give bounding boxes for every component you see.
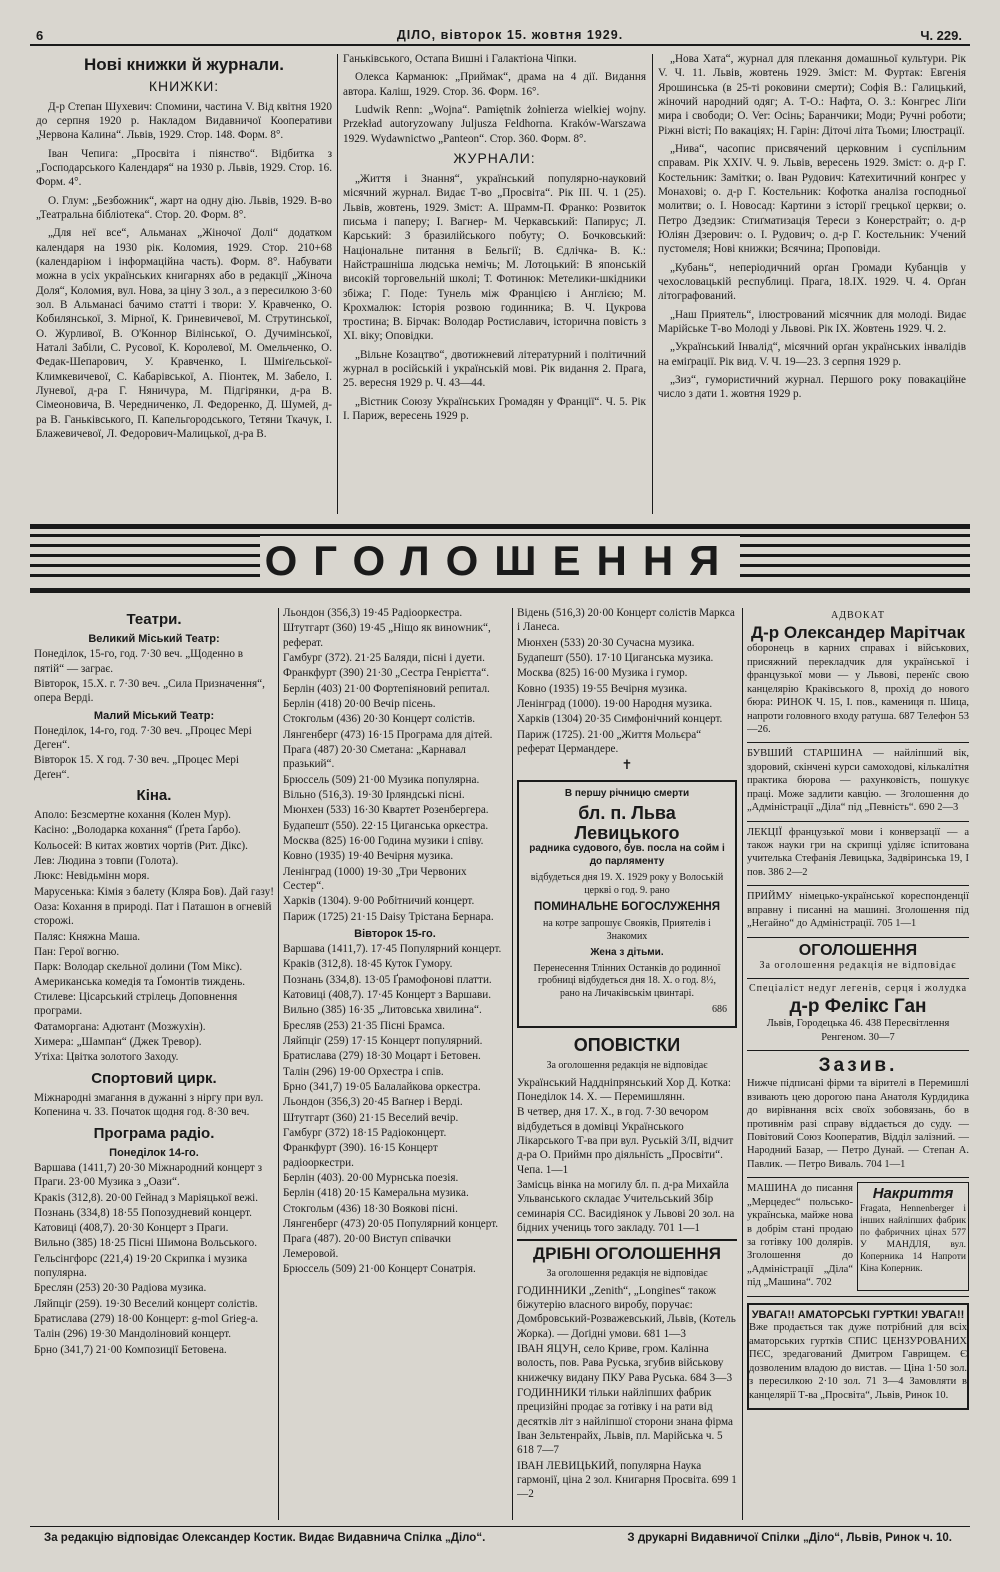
small-theatre-title: Малий Міський Театр: xyxy=(93,709,215,722)
notice-item: Замісць вінка на могилу бл. п. д-ра Михайла Ульванського складає Учительський Збір семинарія СС. Васидіянок у Львові 20 зол. на бідних учениць того закладу. 701 1—1 xyxy=(517,1178,735,1234)
ads-column-4 xyxy=(747,606,969,1522)
obituary-note: Перенесення Тлінних Останків до родинної гробниці відбудеться дня 18. Х. о год. 8½, рано на Личаківськім цвинтарі. xyxy=(533,962,721,1000)
cinema-listing: Утіха: Цвітка золотого Заходу. xyxy=(34,1051,179,1064)
radio-listing: Стокгольм (436) 18·30 Воякові пісні. xyxy=(283,1202,458,1215)
obituary-invite: на котре запрошує Своякiв, Приятелів і Знакомих xyxy=(543,918,711,942)
radio-listing: Талін (296) 19·00 Орхестра і спів. xyxy=(283,1065,444,1078)
obituary-name: бл. п. Льва Левицького xyxy=(574,802,680,843)
radio-listing: Лянгенберг (473) 20·05 Популярний концерт. xyxy=(283,1217,499,1230)
journal-entry: „Вільне Козацтво“, двотижневий літературний і політичний журнал в російській і українській мові. Рік видання 2. Прага, 25. вересня 1929 р. Ч. 43—44. xyxy=(343,348,646,390)
small-ad-item: ГОДИННИКИ тільки найліпших фабрик прецизійні продає за готівку і на рати від десятків літ з найліпшої сторони знана фірма Іван Зельтенрайх, Львів, пл. Марійська ч. 5 618 7—7 xyxy=(517,1387,734,1457)
radio-listing: Познань (334,8) 18·55 Попозудневий концерт. xyxy=(34,1206,252,1219)
journal-entry: „Нива“, часопис присвячений церковним і суспільним справам. Рік XXIV. Ч. 9. Львів, вересень 1929. Зміст: о. д-р Г. Костельник: Замітки; о. Іван Рудович: Катехитичний конґрес у Монахові; о. д-р Г. Костельник: Кофотка аналіза господньої молитви; о. І. Новосад: Картини з історії грецької церкви; о. Петро Дзедзик: Стиґматизація Тереси з Конерстрайт; о. д-р Юліян Дзерович: о. І. Рудович; о. д-р Г. Костельник: Учений пустомеля; Нові книжки; Всячина; Проповіди. xyxy=(658,142,966,256)
radio-listing: Льондон (356,3) 19·45 Радіооркестра. xyxy=(283,607,463,619)
radio-listing: Брюссель (509) 21·00 Музика популярна. xyxy=(283,773,480,786)
ad-heading: ОГОЛОШЕННЯ xyxy=(798,941,918,959)
column-divider xyxy=(512,608,513,1520)
cinema-listing: Химера: „Шампан“ (Джек Тревор). xyxy=(34,1036,202,1049)
radio-listing: Стокгольм (436) 20·30 Концерт солістів. xyxy=(283,713,476,726)
small-ads-title: ДРІБНІ ОГОЛОШЕННЯ xyxy=(517,1239,737,1265)
radio-listing: Штутгарт (360) 19·45 „Ніщо як виноwник“, реферат. xyxy=(283,622,491,649)
radio-listing: Гамбург (372). 21·25 Баляди, пісні і дуети. xyxy=(283,651,485,664)
small-ads-disclaimer: За оголошення редакція не відповідає xyxy=(546,1267,708,1279)
sport-title: Спортовий цирк. xyxy=(91,1069,217,1087)
obituary-text: відбудеться дня 19. Х. 1929 року у Волоській церкві о год. 9. рано xyxy=(530,871,724,896)
radio-listing: Лянгенберг (473) 16·15 Програма для дітей. xyxy=(283,728,493,741)
column-divider xyxy=(278,608,279,1520)
cinema-listing: Аполо: Безсмертне кохання (Колен Мур). xyxy=(34,809,231,822)
radio-listing: Харків (1304). 9·00 Робітничий концерт. xyxy=(283,895,475,908)
cinema-listing: Марусенька: Кімія з балету (Кляра Бов). Дай газу! xyxy=(34,885,274,898)
ad-amateur-groups xyxy=(747,1303,969,1410)
banner-stripe xyxy=(30,524,970,529)
radio-listing: Берлін (403) 21·00 Фортепіяновий репитал. xyxy=(283,682,490,695)
cinema-listing: Касіно: „Володарка кохання“ (Ґрета Ґарбо). xyxy=(34,824,241,837)
radio-listing: Франкфурт (390) 21·30 „Сестра Генрієтта“. xyxy=(283,667,490,680)
radio-listing: Бресляв (253) 21·35 Пісні Брамса. xyxy=(283,1019,445,1032)
ad-text: МАШИНА до писання „Мерцедес“ польсько-українська, майже нова в добрім стані продаю за готівку 100 долярів. Зголошення до „Адміністрації „Діла“ під „Машина“. 702 xyxy=(747,1183,853,1289)
theatre-listing: Вівторок 15. Х год. 7·30 веч. „Процес Мері Деґен“. xyxy=(34,754,239,781)
ad-correspondence xyxy=(747,886,969,937)
radio-listing: Ковно (1935) 19·55 Вечірня музика. xyxy=(517,682,688,695)
notices-title: ОПОВІСТКИ xyxy=(573,1034,681,1055)
radio-listing: Ленінград (1000) 19·30 „Три Червоних Сестер“. xyxy=(283,865,467,892)
radio-listing: Гамбург (372) 18·15 Радіоконцерт. xyxy=(283,1126,447,1139)
ad-text: Львів, Городецька 46. 438 Пересвітлення Ренгеном. 30—7 xyxy=(766,1018,950,1043)
journal-entry: „Український Інвалід“, місячний орґан українських інвалідів на еміґрації. Рік вид. V. Ч. 19—23. З серпня 1929 р. xyxy=(658,341,966,368)
books-subtitle: КНИЖКИ: xyxy=(148,77,220,94)
radio-listing: Москва (825) 16·00 Музика і гумор. xyxy=(517,667,688,680)
ad-text: оборонець в карних справах і військових, присяжний перекладчик для української і французької мови — у Львові, перенїс свою канцелярію Краківського 8, прохід до нового бюра: РИНОК Ч. 15, І. пов., камениця п. Шица, напроти головного входу ратуша. 687 Телефон 53—26. xyxy=(747,643,969,735)
radio-title: Програма радіо. xyxy=(93,1124,215,1142)
radio-listing: Ленінград (1000). 19·00 Народня музика. xyxy=(517,697,713,710)
radio-listing: Брно (341,7) 19·05 Балалайкова оркестра. xyxy=(283,1080,481,1093)
radio-listing: Мюнхен (533) 16·30 Квартет Розенбергера. xyxy=(283,804,489,817)
radio-listing: Бреслян (253) 20·30 Радіова музика. xyxy=(34,1282,207,1295)
radio-listing: Брно (341,7) 21·00 Композиції Бетовена. xyxy=(34,1343,227,1356)
ad-text: Вже продається так дуже потрібний для всіх аматорських гуртків СПИС ЦЕНЗУРОВАНИХ ПЄС, зредагований Дмитром Гаврищем. Є дозволеним владою до вистав. — Ціна 1·50 зол. з пересилкою 2·10 зол. 71 3—4 Замовляти в канцелярії Т-ва „Просвіта“, Львів, Ринок 10. xyxy=(749,1322,967,1401)
ad-heading: УВАГА!! АМАТОРСЬКІ ГУРТКИ! УВАГА!! xyxy=(751,1308,965,1321)
obituary-box xyxy=(517,780,737,1028)
cinema-listing: Люкс: Невідьмінн моря. xyxy=(34,870,150,883)
book-entry: Д-р Степан Шухевич: Спомини, частина V. Від квітня 1920 до серпня 1920 р. Накладом Видавничої Кооперативи „Червона Калина“. Львів, 1929. Стор. 148. Форм. 8°. xyxy=(36,100,332,142)
radio-listing: Штутгарт (360) 21·15 Веселий вечір. xyxy=(283,1111,459,1124)
footer-printer: З друкарні Видавничої Спілки „Діло“, Львів, Ринок ч. 10. xyxy=(627,1532,952,1544)
radio-listing: Ляйпціг (259). 19·30 Веселий концерт солістів. xyxy=(34,1297,258,1310)
radio-listing: Вільно (516,3). 19·30 Ірляндські пісні. xyxy=(283,788,465,801)
radio-listing: Відень (516,3) 20·00 Концерт солістів Маркса і Ланеса. xyxy=(517,607,735,634)
radio-listing: Варшава (1411,7). 17·45 Популярний концерт. xyxy=(283,942,502,955)
ad-lawyer xyxy=(747,606,969,743)
radio-listing: Льондон (356,3) 20·45 Ваґнер і Верді. xyxy=(283,1096,463,1109)
radio-listing: Ляйпціг (259) 17·15 Концерт популярний. xyxy=(283,1034,483,1047)
radio-listing: Будапешт (550). 22·15 Циганська оркестра. xyxy=(283,819,489,832)
big-theatre-title: Великий Міський Театр: xyxy=(88,633,220,646)
radio-listing: Франкфурт (390). 16·15 Концерт радіооркестри. xyxy=(283,1142,438,1169)
cinema-listing: Фатаморгана: Адютант (Мозжухін). xyxy=(34,1020,206,1033)
radio-listing: Москва (825) 16·00 Година музики і співу. xyxy=(283,834,484,847)
ad-heading: Зазив. xyxy=(818,1055,898,1077)
radio-listing: Брюссель (509) 21·00 Концерт Сонатрія. xyxy=(283,1262,476,1275)
theatre-listing: Понеділок, 15-го, год. 7·30 веч. „Щоденно в пятій“ — заграє. xyxy=(34,648,244,675)
radio-listing: Париж (1725) 21·15 Daisy Трістана Бернара. xyxy=(283,910,494,923)
radio-listing: Краків (312,8). 18·45 Куток Гумору. xyxy=(283,958,453,971)
ad-lessons xyxy=(747,822,969,887)
journal-entry: „Вістник Союзу Українських Громадян у Франції“. Ч. 5. Рік І. Париж, вересень 1929 р. xyxy=(343,395,646,423)
ad-summons xyxy=(747,1051,969,1178)
book-entry: Іван Чепига: „Просвіта і піянство“. Відбитка з „Господарського Календаря“ на 1930 р. Львів, 1929. Стор. 16. Форм. 4°. xyxy=(36,147,332,189)
ad-text: БУВШИЙ СТАРШИНА — найліпший вік, здоровий, скінчені курси самоходові, кількалітня практика бюрова — рахунковість, пошукує праці. Може задлити кавцію. — Зголошення до „Адміністрації „Діла“ під „Певність“. 690 2—3 xyxy=(747,748,969,814)
running-header xyxy=(30,22,970,46)
book-continuation: Ганьківського, Остапа Вишні і Галактіона Чіпки. xyxy=(343,53,577,65)
column-divider xyxy=(652,54,653,514)
radio-listing: Братислава (279) 18·30 Моцарт і Бетовен. xyxy=(283,1050,481,1063)
obituary-signed: Жена з дітьми. xyxy=(590,946,664,958)
radio-day-title: Вівторок 15-го. xyxy=(354,927,436,940)
obituary-service: ПОМИНАЛЬНЕ БОГОСЛУЖЕННЯ xyxy=(533,901,721,914)
theatres-title: Театри. xyxy=(126,611,182,628)
cross-icon: ✝ xyxy=(621,757,633,773)
radio-day-title: Понеділок 14-го. xyxy=(109,1146,199,1159)
page-number: 6 xyxy=(36,28,44,43)
radio-listing: Париж (1725). 21·00 „Життя Мольєра“ реферат Цермандере. xyxy=(517,728,702,755)
radio-listing: Познань (334,8). 13·05 Ґрамофонові платти. xyxy=(283,973,492,986)
page-footer xyxy=(30,1526,970,1548)
radio-listing: Варшава (1411,7) 20·30 Міжнародний концерт з Праги. 23·00 Музика з „Оази“. xyxy=(34,1161,262,1189)
notice-item: В четвер, дня 17. Х., в год. 7·30 вечором відбудеться в домівці Українського Лікарського Т-ва при вул. Руській 3/II, відчит д-ра О. Приймн про діяльнїсть „Просвіти“. Чепа. 1—1 xyxy=(517,1106,734,1176)
obituary-number: 686 xyxy=(712,1003,727,1015)
radio-listing: Вильно (385) 16·35 „Литовська хвилина“. xyxy=(283,1004,482,1017)
radio-listing: Катовиці (408,7). 17·45 Концерт з Варшави. xyxy=(283,988,492,1001)
cinema-listing: Кольосей: В китах жовтих чортів (Рит. Дікс). xyxy=(34,839,248,852)
book-entry: О. Глум: „Безбожник“, жарт на одну дію. Львів, 1929. В-во „Театральна бібліотека“. Стор. 20. Форм. 8°. xyxy=(36,194,332,221)
journal-entry: „Нова Хата“, журнал для плекання домашньої культури. Рік V. Ч. 11. Львів, жовтень 1929. Зміст: М. Фуртак: Евгенія Ярошинська (в 25-ті роковини смерти); Софія В.: Галицький, жіночий народний одяг; А. Т-О.: Нафта, О. З.: Конгрес Ліґи мира і свободи; О. Ver: Осінь; Баранчики; Моди; Ручні роботи; Ріжні вісті; По вакаціях; Н. Гарін: Діточі літа Тьоми; Ілюстрації. xyxy=(658,53,966,137)
journals-column-3 xyxy=(658,52,966,517)
small-ad-item: ІВАН ЯЦУН, село Криве, гром. Калінна волость, пов. Рава Руська, згубив військову книжечку видану ПКУ Рава Руська. 684 3—3 xyxy=(517,1343,733,1384)
journal-entry: „Наш Приятель“, ілюстрований місячник для молоді. Видає Марійське Т-во Молоді у Львові. Рік ІХ. Жовтень 1929. Ч. 2. xyxy=(658,308,966,335)
footer-editor: За редакцію відповідає Олександер Костик. Видає Видавнича Спілка „Діло“. xyxy=(44,1532,486,1544)
book-entry: Олекса Карманюк: „Приймак“, драма на 4 дії. Видання автора. Каліш, 1929. Стор. 36. Форм. 16°. xyxy=(343,71,646,98)
ad-typewriter xyxy=(747,1178,969,1297)
book-entry: „Для неї все“, Альманах „Жіночої Долі“ додатком календаря на 1930 рік. Коломия, 1929. Стор. 210+68 (календаріюм і інформаційна часть). Форм. 8°. Набувати можна в усіх українських книгарнях або в редакції „Жіноча Доля“, Коломия, вул. Нова, за ціну 3 зол., а з пересилкою 3·60 зол. В Альманасі бачимо статті і твори: У. Кравченко, О. Кобилянської, З. Мірної, К. Гриневичевої, М. Струтинської, О. Журливої, В. О'Коннор Вілінської, О. Дучимінської, Наталі Забіли, С. Русової, К. Королевої, М. Омельченко, О. Федак-Шепарович, У. Кравченко, І. Шміґельської-Климкевичевої, С. Кабарівської, А. Піонтек, М. Забело, І. Луневої, д-ра Г. Няничура, М. Підгірянки, д-ра В. Сімеоновича, В. Чередниченко, Л. Федоренко, Д. Шумей, д-ра В. Ганьківського, П. Капельгородського, Тетяни Ткачук, І. Блажевичевої, Л. Федорович-Малицької, д-ра В. xyxy=(36,227,332,440)
column-divider xyxy=(742,608,743,1520)
ad-text: ПРИЙМУ німецько-української кореспонденції вправну і писанні на машині. Зголошення під „Негайно“ до Адміністрації. 705 1—1 xyxy=(747,891,969,930)
cinema-listing: Паляс: Княжна Маша. xyxy=(34,930,141,943)
journals-subtitle: ЖУРНАЛИ: xyxy=(453,149,536,166)
ad-officer xyxy=(747,743,969,821)
obituary-line: В першу річницю смерти xyxy=(564,787,690,799)
mixed-column-3 xyxy=(517,606,737,1522)
ad-doctor xyxy=(747,979,969,1052)
masthead-date: ДІЛО, вівторок 15. жовтня 1929. xyxy=(396,28,624,42)
cinema-listing: Парк: Володар скельної долини (Том Мікс). Американська комедія та Ґомонтів тиждень. xyxy=(34,961,245,988)
issue-number: Ч. 229. xyxy=(920,28,962,43)
cinema-listing: Стилеве: Цісарський стрілець Доповнення програми. xyxy=(34,991,238,1018)
ad-covers xyxy=(857,1182,969,1291)
radio-listing: Харків (1304) 20·35 Симфонічний концерт. xyxy=(517,713,723,726)
radio-listing: Берлін (418) 20·00 Вечір пісень. xyxy=(283,697,436,710)
radio-listing: Ковно (1935) 19·40 Вечірня музика. xyxy=(283,850,454,863)
theatres-column xyxy=(34,606,274,1522)
sport-listing: Міжнародні змагання в дужанні з ніргу при вул. Копенина ч. 33. Початок щодня год. 8·30 веч. xyxy=(34,1091,264,1119)
radio-listing: Вильно (385) 18·25 Пісні Шимона Вольського. xyxy=(34,1237,258,1250)
books-column-2 xyxy=(343,52,646,517)
radio-listing: Гельсінгфорс (221,4) 19·20 Скрипка і музика популярна. xyxy=(34,1252,248,1280)
ad-text: Fragata, Hennenberger і інших найліпших фабрик по фабричних цінах 577 У МАНДЛЯ, вул. Коперника 14 Напроти Кіна Коперник. xyxy=(860,1203,966,1275)
small-ad-item: ІВАН ЛЕВИЦЬКИЙ, популярна Наука гармонії, ціна 2 зол. Книгарня Просвіта. 699 1—2 xyxy=(517,1459,737,1501)
radio-listing: Будапешт (550). 17·10 Циганська музика. xyxy=(517,651,714,664)
theatre-listing: Вівторок, 15.Х. г. 7·30 веч. „Сила Призначення“, опера Верді. xyxy=(34,677,265,705)
radio-listing: Прага (487) 20·30 Сметана: „Карнавал празький“. xyxy=(283,743,466,771)
ad-text: ЛЕКЦІЇ французької мови і конверзації — а також науки гри на скрипці уділяє іспитована учителька Стефанія Левицька, Задвіринська 19, І пов. 386 2—2 xyxy=(747,826,969,878)
cinema-title: Кіна. xyxy=(136,786,172,804)
ad-heading: Накриття xyxy=(872,1185,954,1203)
ads-banner xyxy=(30,520,970,602)
book-entry: Ludwik Renn: „Wojna“. Pamiętnik żołnierza wielkiej wojny. Przekład autoryzowany Juljusza Feldhorna. Kraków-Warszawa 1929. Wydawnictwo „Panteon“. Стор. 360. Форм. 8°. xyxy=(343,103,646,145)
radio-listing: Берлін (403). 20·00 Мурнська поезія. xyxy=(283,1171,459,1184)
ad-heading: Д-р Олександер Марітчак xyxy=(750,622,966,642)
notices-disclaimer: За оголошення редакція не відповідає xyxy=(546,1059,708,1071)
journal-entry: „Кубань“, неперіодичний орґан Громади Кубанців у чехословацькій республиці. Прага, 18.IX. 1929. Ч. 4. Орґан літографований. xyxy=(658,261,966,303)
ad-text: Нижче підписані фірми та вірителі в Перемишлі взивають цею дорогою пана Анатоля Курдидика до вирівнання всіх своїх зобовязань, бо в противнім разі справу віддається до суду. — Повітовий Союз Кооператив, Відділ залізний. — Народний Базар, — Петро Дунай. — Степан А. Павлик. — Петро Виваль. 704 1—1 xyxy=(747,1078,969,1170)
journal-entry: „Зиз“, гумористичний журнал. Першого року повакаційне число з дати 1. жовтня 1929 р. xyxy=(658,373,966,401)
ad-announcements xyxy=(747,938,969,979)
books-column-1 xyxy=(36,52,332,517)
small-ad-item: ГОДИННИКИ „Zenith“, „Longines“ також біжутерію власного виробу, поручає: Домбровський-Розважевський, Львів, (Котель Жорка). — Доґідні умови. 681 1—3 xyxy=(517,1284,736,1340)
radio-listing: Берлін (418) 20·15 Камеральна музика. xyxy=(283,1187,469,1200)
radio-listing: Мюнхен (533) 20·30 Сучасна музика. xyxy=(517,636,695,649)
banner-stripe xyxy=(30,588,970,593)
ad-heading: д-р Фелікс Ган xyxy=(789,995,927,1017)
ads-banner-title: ОГОЛОШЕННЯ xyxy=(260,536,740,586)
theatre-listing: Понеділок, 14-го, год. 7·30 веч. „Процес Мері Деген“. xyxy=(34,724,252,751)
radio-listing: Прага (487). 20·00 Виступ співачки Лемеровой. xyxy=(283,1233,452,1260)
obituary-role: радника судового, був. посла на сойм і до парляменту xyxy=(529,843,725,868)
radio-listing: Талін (296) 19·30 Мандоліновий концерт. xyxy=(34,1328,232,1341)
journal-entry: „Життя і Знання“, український популярно-науковий місячний журнал. Видає Т-во „Просвіта“. Рік III. Ч. 1 (25). Львів, жовтень, 1929. Зміст: А. Шрамм-П. Франко: Розвиток письма і паперу; І. Вагнер- М. Черкавський: Папирус; Л. Карський: З бразилійського побуту; О. Бочковський: Національне питання в Бельгії; В. Єдлічка- В. К.: Найстрашніша людська немічь; М. Лотоцький: В японській високій торговельній школі; Т. Фотинюк: Метелики-шкідники збіжа; Г. Поде: Тунель між Францією і Англією; М. Крохмалюк: Історія розвою годинника; В. Ч. Цукрова тростина; В. Бірчак: Володар Ростиславич, історична повість з XI. віку; Оповідки. xyxy=(343,172,646,343)
cinema-listing: Оаза: Кохання в природі. Пат і Паташон в огневій сторожі. xyxy=(34,901,272,928)
cinema-listing: Лев: Людина з товпи (Голота). xyxy=(34,855,179,868)
notice-item: Український Наддніпрянський Хор Д. Котка: Понеділок 14. Х. — Перемишлянн. xyxy=(517,1076,731,1103)
newspaper-page xyxy=(30,22,970,1550)
column-divider xyxy=(337,54,338,514)
cinema-listing: Пан: Герої вогню. xyxy=(34,946,120,959)
radio-listing: Катовиці (408,7). 20·30 Концерт з Праги. xyxy=(34,1222,229,1235)
ad-label: АДВОКАТ xyxy=(830,610,886,621)
ad-label: За оголошення редакція не відповідає xyxy=(759,960,957,972)
radio-listing: Братиславa (279) 18·00 Концерт: g-mol Grieg-a. xyxy=(34,1313,259,1326)
ad-label: Спеціаліст недуг легенів, серця і жолудка xyxy=(748,982,968,994)
radio-column-2 xyxy=(283,606,507,1522)
radio-listing: Кракіs (312,8). 20·00 Гейнад з Маріяцької вежі. xyxy=(34,1191,259,1204)
books-section-title: Нові книжки й журнали. xyxy=(83,55,285,74)
